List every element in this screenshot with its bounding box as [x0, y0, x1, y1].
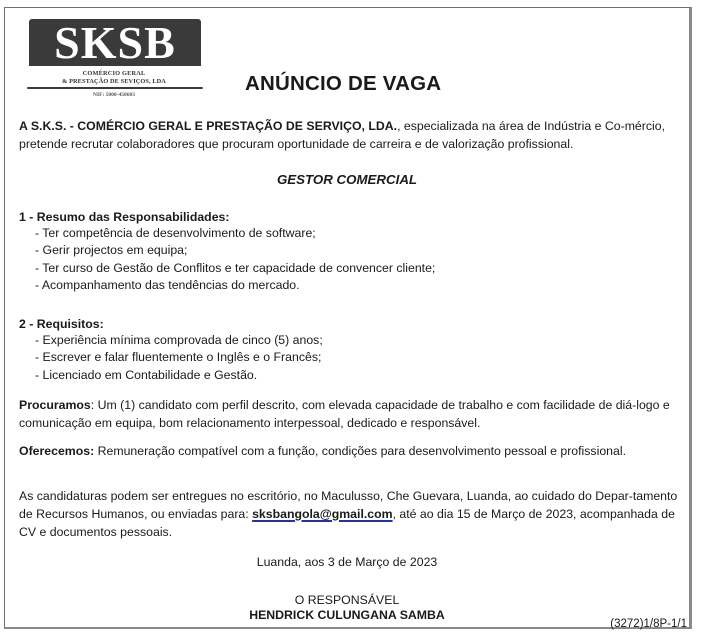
applications-text-after: , até ao dia 15 de Março de 2023, acompanhada de CV e documentos pessoais.	[19, 507, 675, 539]
place-date: Luanda, aos 3 de Março de 2023	[256, 555, 438, 569]
requirements-heading: 2 - Requisitos:	[19, 317, 104, 331]
applications-paragraph	[19, 487, 691, 541]
logo-divider	[27, 87, 203, 89]
procuramos-paragraph	[19, 396, 691, 432]
requirements-list	[35, 332, 323, 384]
oferecemos-label: Oferecemos:	[19, 444, 95, 458]
list-item: - Gerir projectos em equipa;	[35, 243, 188, 258]
responsibilities-heading: 1 - Resumo das Responsabilidades:	[19, 210, 230, 224]
list-item: - Acompanhamento das tendências do mercado.	[35, 277, 300, 292]
procuramos-text: : Um (1) candidato com perfil descrito, com elevada capacidade de trabalho e com facilidade de diá-logo e comunicação em equipa, bom relacionamento interpessoal, dedicado e responsável.	[19, 398, 670, 430]
logo-banner	[29, 16, 201, 68]
oferecemos-paragraph	[19, 442, 691, 460]
oferecemos-text: Remuneração compatível com a função, condições para desenvolvimento pessoal e profissional.	[94, 444, 626, 458]
intro-text: , especializada na área de Indústria e Co-mércio, pretende recrutar colaboradores que procuram oportunidade de carreira e de valorização profissional.	[19, 119, 666, 151]
applications-text-before: As candidaturas podem ser entregues no escritório, no Maculusso, Che Guevara, Luanda, ao cuidado do Depar-tamento de Recursos Humanos, ou enviadas para:	[19, 489, 678, 521]
logo-name: SKSB	[54, 16, 176, 68]
job-announcement-document	[4, 7, 692, 629]
page-title: ANÚNCIO DE VAGA	[245, 72, 442, 95]
reference-code: (3272)1/8P-1/1	[610, 618, 687, 630]
company-name: A S.K.S. - COMÉRCIO GERAL E PRESTAÇÃO DE SERVIÇO, LDA.	[19, 119, 398, 133]
signer-name: HENDRICK CULUNGANA SAMBA	[249, 608, 445, 622]
list-item: - Ter competência de desenvolvimento de software;	[35, 226, 316, 240]
intro-paragraph	[19, 117, 691, 153]
procuramos-label: Procuramos	[19, 398, 91, 412]
logo-subtitle-line2: & PRESTAÇÃO DE SEVIÇOS, LDA	[62, 78, 166, 85]
logo-nif: NIF: 5000-450603	[92, 92, 135, 98]
logo-subtitle-line1: COMÉRCIO GERAL	[82, 70, 146, 77]
job-title: GESTOR COMERCIAL	[276, 172, 418, 187]
list-item: - Experiência mínima comprovada de cinco (5) anos;	[35, 333, 323, 347]
list-item: - Licenciado em Contabilidade e Gestão.	[35, 367, 258, 382]
list-item: - Ter curso de Gestão de Conflitos e ter capacidade de convencer cliente;	[35, 260, 436, 275]
email-link[interactable]: sksbangola@gmail.com	[252, 507, 393, 521]
list-item: - Escrever e falar fluentemente o Inglês e o Francês;	[35, 350, 322, 365]
company-logo	[25, 16, 203, 99]
responsible-label: O RESPONSÁVEL	[294, 593, 400, 607]
responsibilities-list	[35, 225, 435, 294]
